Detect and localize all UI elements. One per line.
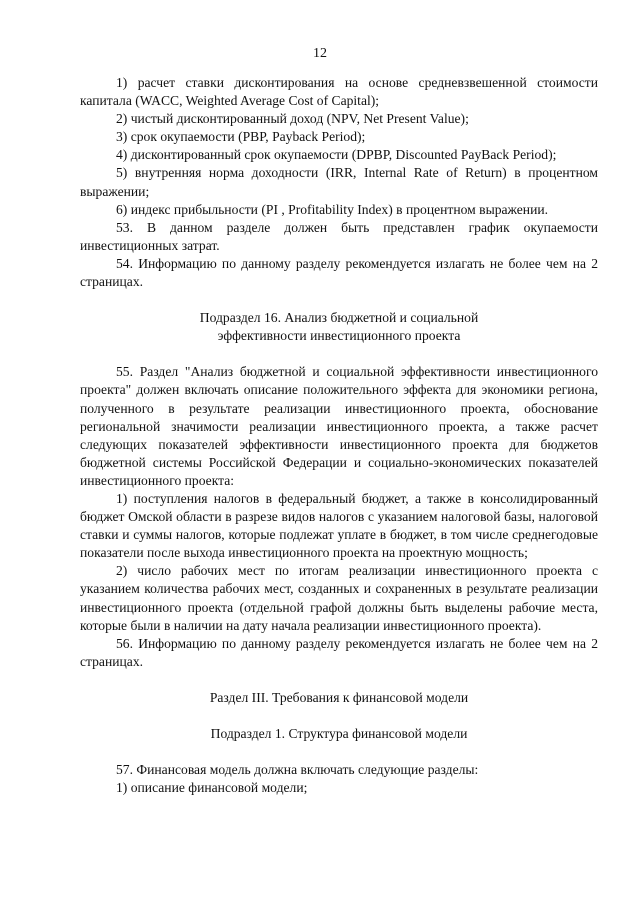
list-item: 4) дисконтированный срок окупаемости (DPBP, Discounted PayBack Period); [116, 147, 557, 163]
section-3-heading: Раздел III. Требования к финансовой модели [209, 689, 469, 705]
subsection-16-heading-line1: Подраздел 16. Анализ бюджетной и социальной [199, 310, 479, 326]
paragraph-55: 55. Раздел "Анализ бюджетной и социальной эффективности инвестиционного проекта" должен включать описание положительного эффекта для экономики региона, полученного в результате реализации инвестиционного проекта, обоснование региональной значимости реализации инвестиционного проекта, а также расчет следующих показателей эффективности инвестиционного проекта для бюджетов бюджетной системы Российской Федерации и социально-экономических показателей инвестиционного проекта: [80, 364, 598, 488]
paragraph-54: 54. Информацию по данному разделу рекомендуется излагать не более чем на 2 страницах. [80, 255, 598, 290]
list-item: 6) индекс прибыльности (PI , Profitability Index) в процентном выражении. [116, 201, 549, 217]
list-item: 3) срок окупаемости (PBP, Payback Period); [116, 129, 366, 145]
subsection-1-heading: Подраздел 1. Структура финансовой модели [210, 726, 468, 741]
list-item: 2) чистый дисконтированный доход (NPV, Net Present Value); [116, 111, 469, 127]
subsection-16-heading-line2: эффективности инвестиционного проекта [217, 328, 461, 344]
paragraph-53: 53. В данном разделе должен быть представлен график окупаемости инвестиционных затрат. [80, 219, 598, 253]
page-number: 12 [313, 46, 327, 61]
list-item: 2) число рабочих мест по итогам реализации инвестиционного проекта с указанием количества рабочих мест, созданных и сохраненных в результате реализации инвестиционного проекта (отдельной графой должны быть выделены рабочие места, которые были в наличии на дату начала реализации инвестиционного проекта). [80, 563, 598, 633]
list-item: 1) расчет ставки дисконтирования на основе средневзвешенной стоимости капитала (WACC, Weighted Average Cost of Capital); [80, 75, 598, 109]
list-item: 5) внутренняя норма доходности (IRR, Internal Rate of Return) в процентном выражении; [80, 165, 598, 199]
list-item: 1) поступления налогов в федеральный бюджет, а также в консолидированный бюджет Омской области в разрезе видов налогов с указанием налоговой базы, налоговой ставки и суммы налогов, которые подлежат уплате в бюджет, в том числе среднегодовые показатели после выхода инвестиционного проекта на проектную мощность; [80, 490, 598, 561]
list-item: 1) описание финансовой модели; [116, 780, 308, 796]
page-content [80, 74, 598, 797]
paragraph-57: 57. Финансовая модель должна включать следующие разделы: [116, 762, 479, 778]
paragraph-56: 56. Информацию по данному разделу рекомендуется излагать не более чем на 2 страницах. [80, 635, 598, 669]
